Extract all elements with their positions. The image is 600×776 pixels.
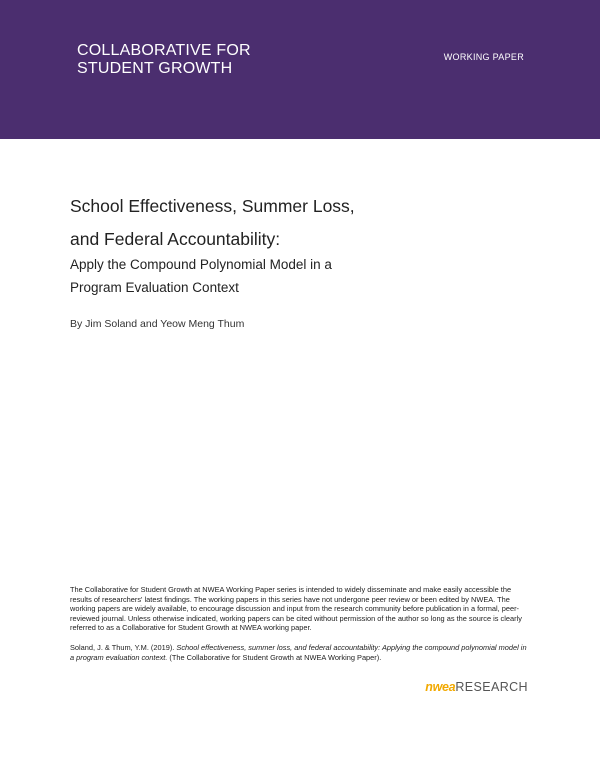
citation-prefix: Soland, J. & Thum, Y.M. (2019). bbox=[70, 643, 177, 652]
subtitle-line-1: Apply the Compound Polynomial Model in a bbox=[70, 257, 332, 272]
title-line-1: School Effectiveness, Summer Loss, bbox=[70, 196, 355, 216]
paper-title bbox=[70, 190, 355, 256]
title-line-2: and Federal Accountability: bbox=[70, 229, 281, 249]
paper-subtitle bbox=[70, 253, 332, 299]
brand-line-1: COLLABORATIVE FOR bbox=[77, 42, 251, 59]
brand-line-2: STUDENT GROWTH bbox=[77, 60, 233, 77]
nwea-research-logo bbox=[425, 680, 528, 694]
working-paper-label: WORKING PAPER bbox=[443, 52, 524, 62]
nwea-logo-mark: nwea bbox=[425, 680, 456, 694]
citation bbox=[70, 643, 530, 662]
series-disclaimer: The Collaborative for Student Growth at NWEA Working Paper series is intended to widely disseminate and make easily accessible the results of researchers' latest findings. The working papers in this series have not undergone peer review or been edited by NWEA. The working papers are widely available, to encourage discussion and input from the research community before publication in a formal, peer-reviewed journal. Unless otherwise indicated, working papers can be cited without permission of the author so long as the source is clearly referred to as a Collaborative for Student Growth at NWEA working paper. bbox=[70, 585, 522, 633]
brand-name bbox=[77, 42, 251, 78]
header-band bbox=[0, 0, 600, 139]
citation-suffix: (The Collaborative for Student Growth at NWEA Working Paper). bbox=[167, 652, 382, 662]
citation-title: School effectiveness, summer loss, and federal accountability: Applying the compound polynomial model in a program evaluation context. bbox=[70, 643, 527, 662]
subtitle-line-2: Program Evaluation Context bbox=[70, 280, 239, 295]
author-byline: By Jim Soland and Yeow Meng Thum bbox=[70, 318, 245, 330]
logo-research-word: RESEARCH bbox=[455, 680, 528, 694]
